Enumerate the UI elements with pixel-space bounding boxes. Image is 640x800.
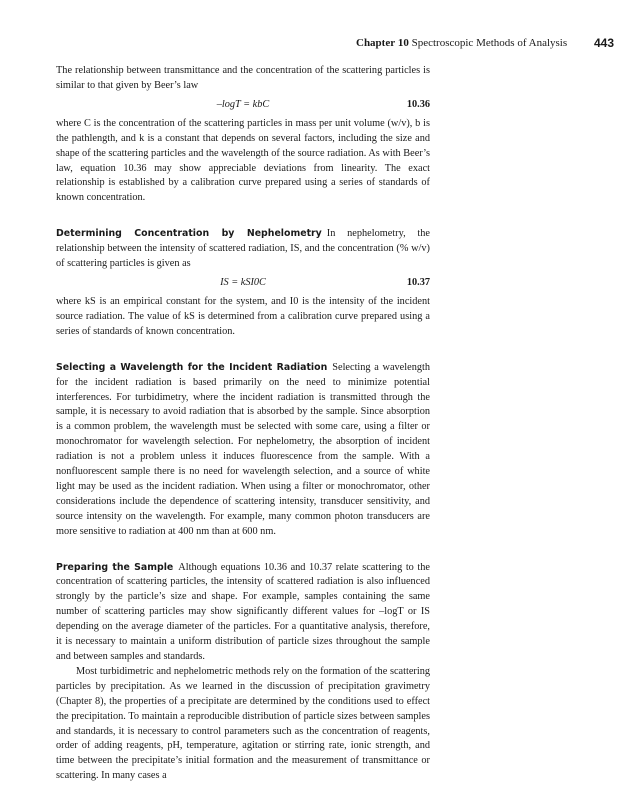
- running-header: [356, 37, 614, 53]
- equation-10-36: [56, 98, 430, 113]
- intro-paragraph-1: The relationship between transmittance and the concentration of the scattering particles is similar to that given by Beer’s law: [56, 65, 430, 91]
- equation-number: 10.36: [406, 98, 430, 110]
- chapter-title: Spectroscopic Methods of Analysis: [411, 37, 568, 49]
- sample-paragraph-1: Although equations 10.36 and 10.37 relate scattering to the concentration of scattering particles, the intensity of scattered radiation is also influenced strongly by the particle’s size and shape. For example, samples containing the same number of scattering particles may show significantly different values for –logT or IS depending on the average diameter of the particles. For a quantitative analysis, therefore, it is necessary to maintain a uniform distribution of particle sizes throughout the sample and between samples and standards.: [56, 561, 430, 662]
- section-heading-sample: Preparing the Sample: [56, 561, 174, 573]
- wavelength-paragraph: Selecting a wavelength for the incident radiation is based primarily on the need to minimize potential interferences. For turbidimetry, where the incident radiation is transmitted through the sample, it is necessary to avoid radiation that is absorbed by the sample. Since absorption is a common problem, the wavelength must be selected with some care, using a filter or monochromator for wavelength selection. For nephelometry, the absorption of incident radiation is not a problem unless it induces fluorescence from the sample. With a nonfluorescent sample there is no need for wavelength selection, and a source of white light may be used as the incident radiation. When using a filter or monochromator, other considerations include the dependence of scattering intensity, transducer sensitivity, and source intensity on the wavelength. For example, many common photon transducers are more sensitive to radiation at 400 nm than at 600 nm.: [56, 361, 430, 537]
- intro-paragraph-2: where C is the concentration of the scattering particles in mass per unit volume (w/v), b is the pathlength, and k is a constant that depends on several factors, including the size and shape of the scattering particles and the wavelength of the source radiation. As with Beer’s law, equation 10.36 may show appreciable deviations from linearity. The exact relationship is established by a calibration curve prepared using a series of standards of known concentration.: [56, 117, 430, 204]
- equation-number: 10.37: [406, 276, 430, 288]
- page-number: 443: [593, 36, 614, 50]
- chapter-label: Chapter: [356, 37, 396, 49]
- equation-10-37: [56, 276, 430, 291]
- nephelometry-paragraph-1: In nephelometry, the relationship between the intensity of scattered radiation, IS, and the concentration (% w/v) of scattering particles is given as: [56, 228, 430, 270]
- wavelength-section: [56, 361, 430, 540]
- equation-expression: IS = kSI0C: [220, 276, 266, 288]
- sample-section: [56, 561, 430, 665]
- section-heading-nephelometry: Determining Concentration by Nephelometry: [56, 228, 322, 240]
- chapter-number: 10: [397, 37, 409, 49]
- nephelometry-paragraph-2: where kS is an empirical constant for the system, and I0 is the intensity of the incident source radiation. The value of kS is determined from a calibration curve prepared using a series of standards of known concentration.: [56, 295, 430, 337]
- sample-paragraph-2: Most turbidimetric and nephelometric methods rely on the formation of the scattering particles by precipitation. As we learned in the discussion of precipitation gravimetry (Chapter 8), the properties of a precipitate are determined by the conditions used to effect the precipitation. To maintain a reproducible distribution of particle sizes between samples and standards, it is necessary to control parameters such as the concentration of reagents, order of adding reagents, pH, temperature, agitation or stirring rate, ionic strength, and time between the precipitate’s initial formation and the measurement of transmittance or scattering. In many cases a: [56, 665, 430, 782]
- section-heading-wavelength: Selecting a Wavelength for the Incident Radiation: [56, 361, 328, 373]
- equation-expression: –logT = kbC: [216, 98, 270, 110]
- page-body: [56, 64, 430, 784]
- nephelometry-section: [56, 227, 430, 272]
